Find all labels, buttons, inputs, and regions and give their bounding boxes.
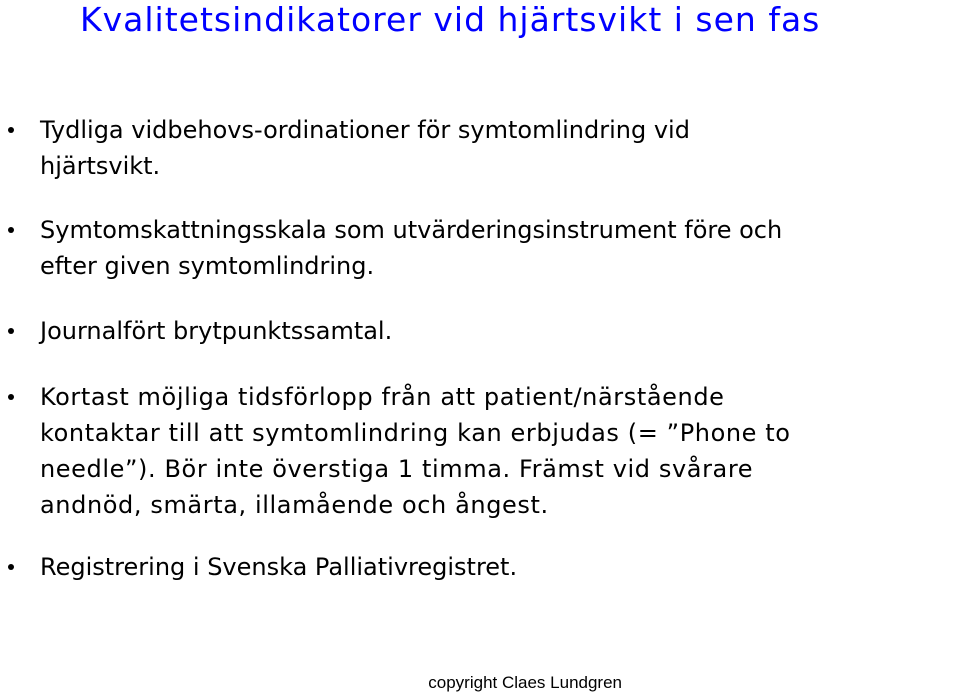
bullet-dot-icon [8,227,14,233]
bullet-text-2: Symtomskattningsskala som utvärderingsinstrument före och efter given symtomlindring. [40,216,783,280]
copyright-footer: copyright Claes Lundgren [428,673,622,692]
bullet-dot-icon [8,394,14,400]
bullet-text-3: Journalfört brytpunktssamtal. [40,317,393,345]
bullet-text-4: Kortast möjliga tidsförlopp från att patient/närstående kontaktar till att symtomlindring kan erbjudas (= ”Phone to needle”). Bör inte överstiga 1 timma. Främst vid svårare andnöd, smärta, illamående och ångest. [40,383,791,519]
bullet-dot-icon [8,564,14,570]
bullet-text-1: Tydliga vidbehovs-ordinationer för symtomlindring vid hjärtsvikt. [40,116,690,180]
bullet-dot-icon [8,328,14,334]
slide-title: Kvalitetsindikatorer vid hjärtsvikt i sen fas [80,0,821,39]
bullet-dot-icon [8,127,14,133]
bullet-text-5: Registrering i Svenska Palliativregistret. [40,553,518,581]
